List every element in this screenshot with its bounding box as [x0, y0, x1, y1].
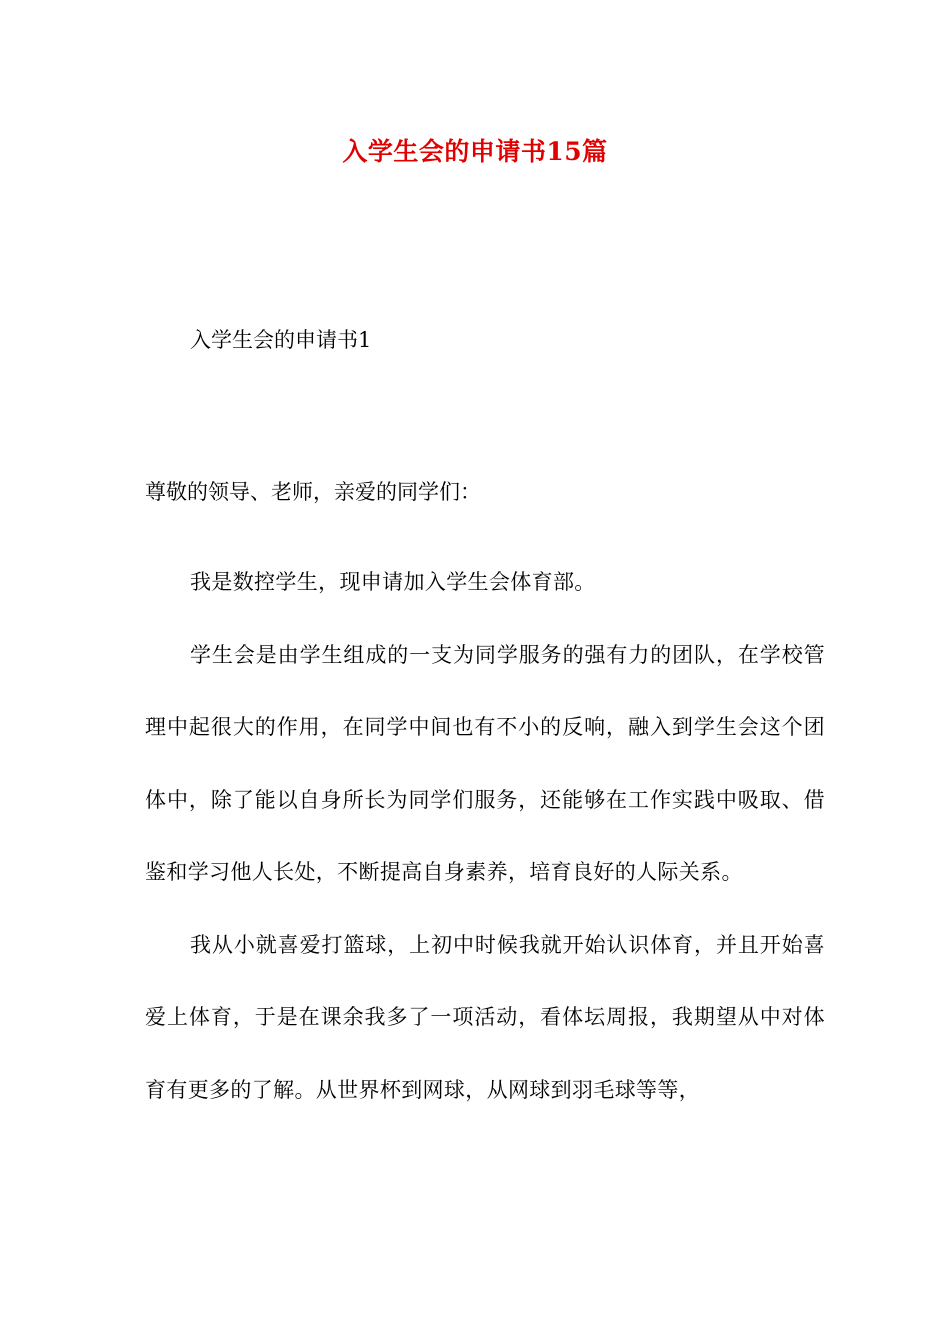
- paragraph-3: 我从小就喜爱打篮球，上初中时候我就开始认识体育，并且开始喜爱上体育，于是在课余我多了一项活动，看体坛周报，我期望从中对体育有更多的了解。从世界杯到网球，从网球到羽毛球等等，: [145, 932, 825, 1102]
- salutation: 尊敬的领导、老师，亲爱的同学们：: [145, 480, 481, 504]
- document-title: 入学生会的申请书15篇: [342, 137, 608, 166]
- paragraph-2: 学生会是由学生组成的一支为同学服务的强有力的团队，在学校管理中起很大的作用，在同学中间也有不小的反响，融入到学生会这个团体中，除了能以自身所长为同学们服务，还能够在工作实践中吸取、借鉴和学习他人长处，不断提高自身素养，培育良好的人际关系。: [145, 642, 825, 884]
- paragraph-1: 我是数控学生，现申请加入学生会体育部。: [190, 570, 596, 594]
- body-text: [145, 546, 825, 1126]
- section-heading: 入学生会的申请书1: [190, 328, 372, 352]
